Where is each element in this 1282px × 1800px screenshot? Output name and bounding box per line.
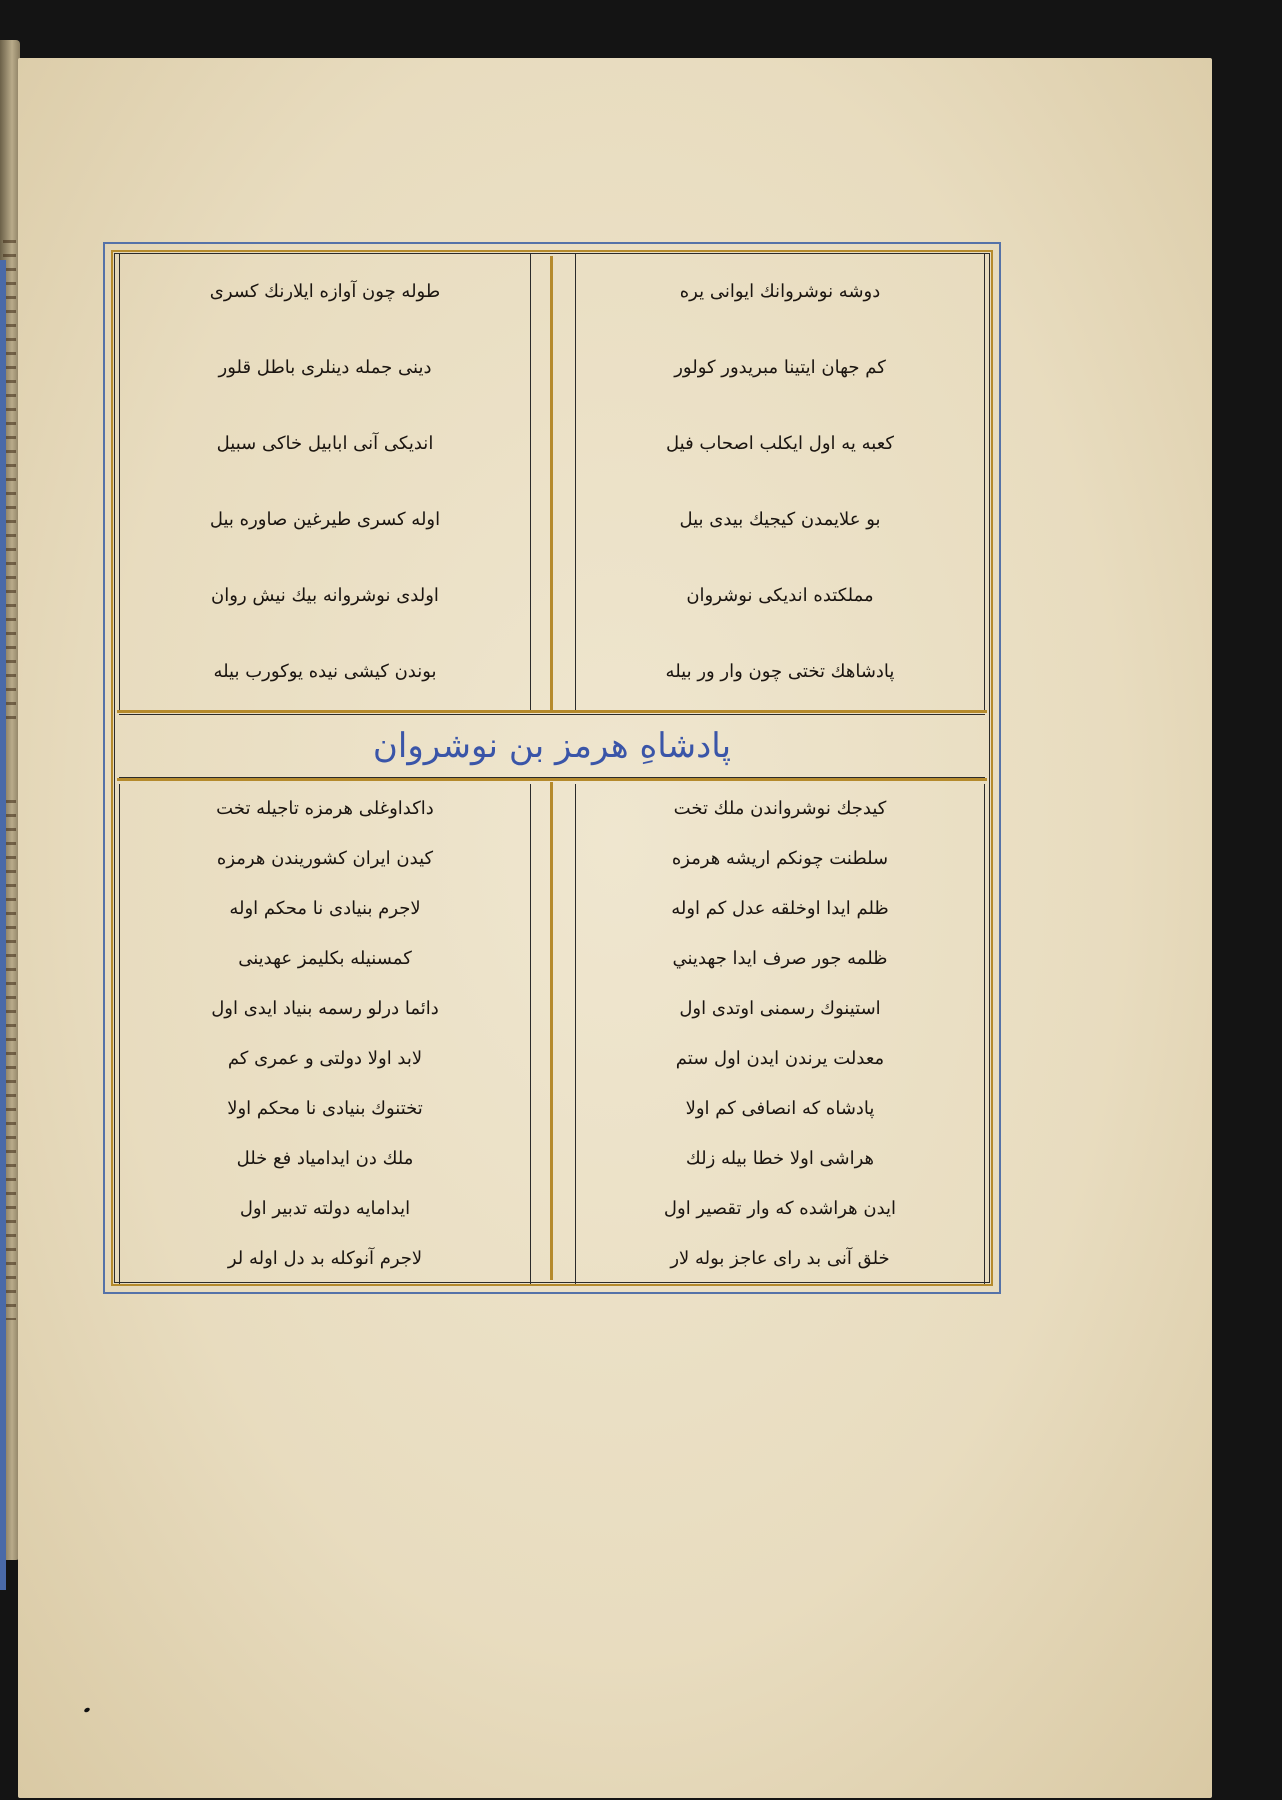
verse-line: اولدى نوشروانه بيك نيش روان: [211, 585, 439, 606]
verse-line: ظلمه جور صرف ايدا جهديني: [672, 948, 888, 969]
verse-line: استينوك رسمنى اوتدى اول: [679, 998, 881, 1019]
verse-line: بو علايمدن كيجيك بيدى بيل: [679, 509, 881, 530]
verse-line: كيدن ايران كشوريندن هرمزه: [216, 848, 434, 869]
verse-line: دينى جمله دينلرى باطل قلور: [218, 357, 432, 378]
center-divider-top: [550, 256, 553, 710]
text-frame: [103, 242, 1001, 1294]
left-column-top: [119, 254, 531, 710]
section-heading-band: [119, 714, 985, 778]
verse-line: خلق آنى بد راى عاجز بوله لار: [670, 1248, 890, 1269]
verse-line: ملك دن ايدامياد فع خلل: [236, 1148, 414, 1169]
section-heading: پادشاهِ هرمز بن نوشروان: [372, 726, 732, 766]
verse-line: لاجرم بنيادى نا محكم اوله: [229, 898, 421, 919]
right-column-top: [575, 254, 985, 710]
verse-line: كم جهان ايتينا مبريدور كولور: [674, 357, 886, 378]
verse-line: بوندن كيشى نيده يوكورب بيله: [213, 661, 437, 682]
verse-line: دوشه نوشروانك ايوانى يره: [679, 281, 881, 302]
verse-line: اوله كسرى طيرغين صاوره بيل: [209, 509, 441, 530]
verse-line: طوله چون آوازه ايلارنك كسرى: [209, 281, 441, 302]
verse-line: ظلم ايدا اوخلقه عدل كم اوله: [671, 898, 889, 919]
verse-line: لابد اولا دولتى و عمرى كم: [227, 1048, 423, 1069]
verse-line: كمسنيله بكليمز عهدينى: [238, 948, 412, 969]
left-column-bottom: [119, 784, 531, 1284]
heading-rule-bottom: [117, 778, 987, 781]
verse-line: پادشاه كه انصافى كم اولا: [685, 1098, 875, 1119]
right-column-bottom: [575, 784, 985, 1284]
verse-line: كيدجك نوشرواندن ملك تخت: [673, 798, 887, 819]
verse-line: كعبه يه اول ايكلب اصحاب فيل: [666, 433, 894, 454]
verse-line: لاجرم آنوكله بد دل اوله لر: [227, 1248, 423, 1269]
verse-line: پادشاهك تختى چون وار ور بيله: [665, 661, 895, 682]
verse-line: سلطنت چونكم اريشه هرمزه: [671, 848, 889, 869]
verse-line: معدلت يرندن ايدن اول ستم: [675, 1048, 885, 1069]
heading-rule-top: [117, 710, 987, 713]
verse-line: دائما درلو رسمه بنياد ايدى اول: [211, 998, 439, 1019]
verse-line: ايدامايه دولته تدبير اول: [239, 1198, 411, 1219]
adjacent-page-edge: [0, 40, 20, 1560]
center-divider-bottom: [550, 782, 553, 1280]
verse-line: داكداوغلى هرمزه تاجيله تخت: [216, 798, 434, 819]
verse-line: مملكتده انديكى نوشروان: [686, 585, 874, 606]
verse-line: انديكى آنى ابابيل خاكى سبيل: [216, 433, 434, 454]
verse-line: ايدن هراشده كه وار تقصير اول: [663, 1198, 897, 1219]
verse-line: هراشى اولا خطا بيله زلك: [685, 1148, 875, 1169]
verse-line: تختنوك بنيادى نا محكم اولا: [227, 1098, 423, 1119]
